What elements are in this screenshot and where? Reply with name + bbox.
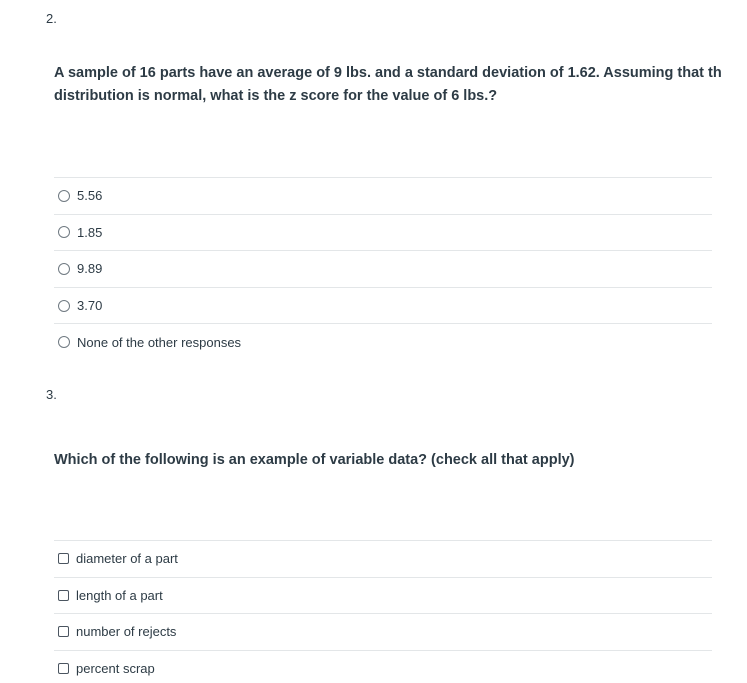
checkbox[interactable] xyxy=(58,553,69,564)
question-text-line: Which of the following is an example of variable data? (check all that apply) xyxy=(54,452,575,468)
answer-option[interactable] xyxy=(54,287,712,324)
answer-list xyxy=(54,177,712,360)
question-number: 3. xyxy=(46,387,57,402)
radio-button[interactable] xyxy=(58,263,70,275)
answer-option[interactable] xyxy=(54,613,712,650)
radio-button[interactable] xyxy=(58,300,70,312)
radio-button[interactable] xyxy=(58,336,70,348)
answer-label: 9.89 xyxy=(77,261,103,277)
answer-option[interactable] xyxy=(54,323,712,360)
answer-option[interactable] xyxy=(54,650,712,683)
checkbox[interactable] xyxy=(58,590,69,601)
answer-label: diameter of a part xyxy=(76,551,178,567)
answer-option[interactable] xyxy=(54,577,712,614)
question-number: 2. xyxy=(46,11,57,26)
answer-label: 1.85 xyxy=(77,224,103,240)
answer-option[interactable] xyxy=(54,540,712,577)
answer-label: length of a part xyxy=(76,587,163,603)
question-text xyxy=(54,449,744,472)
answer-label: None of the other responses xyxy=(77,334,242,350)
checkbox[interactable] xyxy=(58,626,69,637)
radio-button[interactable] xyxy=(58,226,70,238)
question-text-line: A sample of 16 parts have an average of 9 lbs. and a standard deviation of 1.62. Assuming that th xyxy=(54,65,722,81)
radio-button[interactable] xyxy=(58,190,70,202)
answer-label: percent scrap xyxy=(76,661,155,677)
answer-list xyxy=(54,540,712,683)
answer-option[interactable] xyxy=(54,250,712,287)
checkbox[interactable] xyxy=(58,663,69,674)
answer-label: 3.70 xyxy=(77,298,103,314)
answer-option[interactable] xyxy=(54,214,712,251)
question-text-line: distribution is normal, what is the z score for the value of 6 lbs.? xyxy=(54,88,498,104)
question-text xyxy=(54,62,744,108)
answer-label: 5.56 xyxy=(77,188,103,204)
answer-label: number of rejects xyxy=(76,624,177,640)
answer-option[interactable] xyxy=(54,177,712,214)
